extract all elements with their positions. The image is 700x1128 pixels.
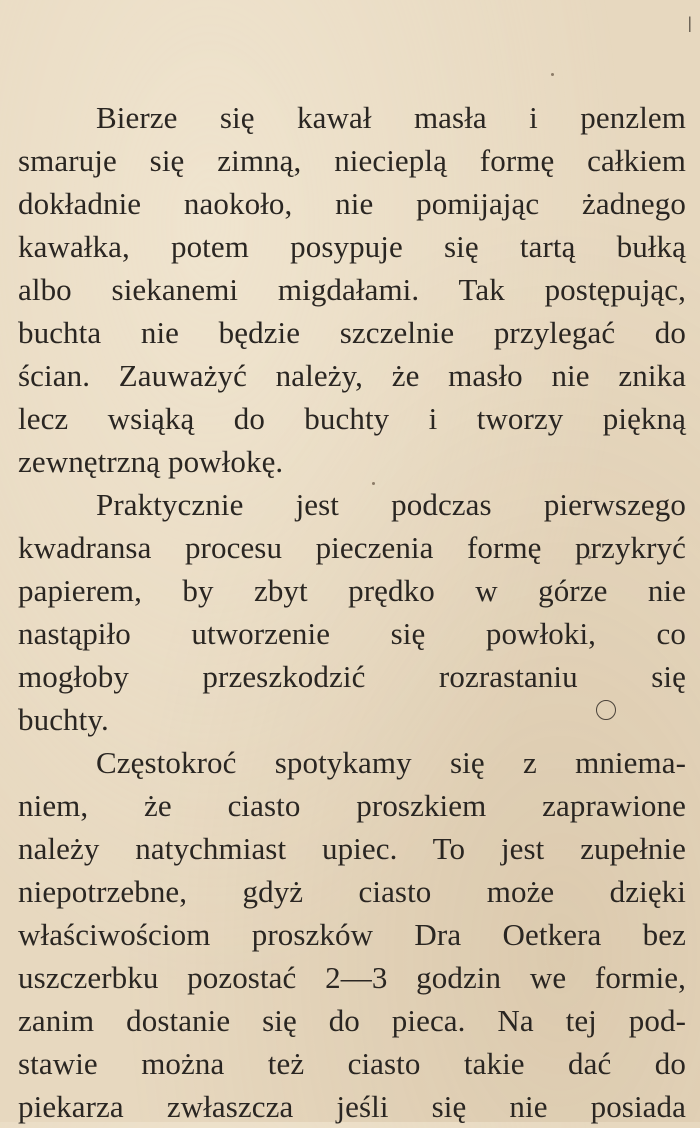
text-line: kawałka, potem posypuje się tartą bułką [18, 229, 686, 264]
paragraph-2 [18, 483, 686, 741]
text-line: papierem, by zbyt prędko w górze nie [18, 573, 686, 608]
text-line: nastąpiło utworzenie się powłoki, co [18, 616, 686, 651]
paragraph-3 [18, 741, 686, 1128]
body-text [18, 96, 686, 1128]
ink-speck [551, 73, 554, 76]
text-line: mogłoby przeszkodzić rozrastaniu się [18, 659, 686, 694]
text-line: Częstokroć spotykamy się z mniema- [96, 745, 686, 780]
text-line: piekarza zwłaszcza jeśli się nie posiada [18, 1089, 686, 1124]
circle-ornament-icon [596, 700, 616, 720]
text-line: buchta nie będzie szczelnie przylegać do [18, 315, 686, 350]
text-line: buchty. [18, 702, 109, 737]
text-line: zewnętrzną powłokę. [18, 444, 284, 479]
text-line: smaruje się zimną, niecieplą formę całkiem [18, 143, 686, 178]
page-edge-mark: ǀ [687, 12, 692, 37]
text-line: lecz wsiąką do buchty i tworzy piękną [18, 401, 686, 436]
text-line: stawie można też ciasto takie dać do [18, 1046, 686, 1081]
text-line: uszczerbku pozostać 2—3 godzin we formie, [18, 960, 686, 995]
text-line: kwadransa procesu pieczenia formę przykryć [18, 530, 686, 565]
paragraph-1 [18, 96, 686, 483]
text-line: niem, że ciasto proszkiem zaprawione [18, 788, 686, 823]
text-line: ścian. Zauważyć należy, że masło nie znika [18, 358, 686, 393]
text-line: zanim dostanie się do pieca. Na tej pod- [18, 1003, 686, 1038]
text-line: Bierze się kawał masła i penzlem [96, 100, 686, 135]
text-line: właściwościom proszków Dra Oetkera bez [18, 917, 686, 952]
text-line: Praktycznie jest podczas pierwszego [96, 487, 686, 522]
text-line: niepotrzebne, gdyż ciasto może dzięki [18, 874, 686, 909]
text-line: dokładnie naokoło, nie pomijając żadnego [18, 186, 686, 221]
text-line: należy natychmiast upiec. To jest zupełnie [18, 831, 686, 866]
text-line: albo siekanemi migdałami. Tak postępując, [18, 272, 686, 307]
